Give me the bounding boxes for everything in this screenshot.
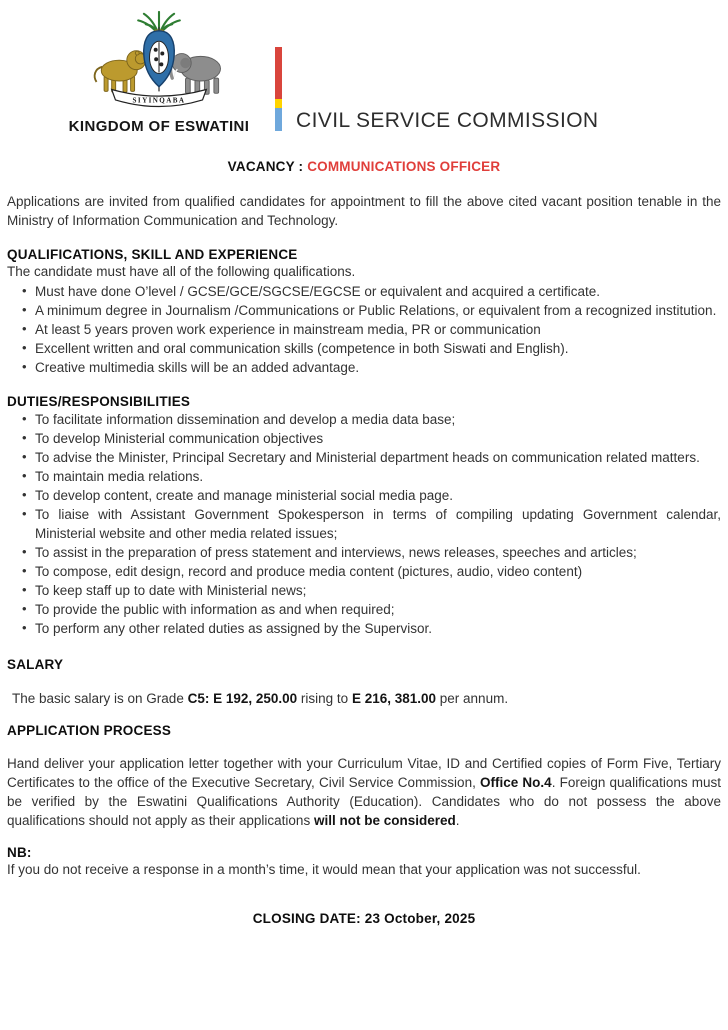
list-item: • At least 5 years proven work experience in mainstream media, PR or communication [35,320,721,339]
salary-heading: SALARY [7,657,64,672]
qualifications-list [7,282,721,377]
shield-icon [144,31,175,87]
list-item: • To keep staff up to date with Ministerial news; [35,581,721,600]
list-item: • To liaise with Assistant Government Spokesperson in terms of compiling updating Government calendar, Ministerial website and other media related issues; [35,505,721,543]
list-item: • To develop Ministerial communication objectives [35,429,721,448]
application-text: . Foreign qualifications must be verified by the Eswatini Qualifications Authority (Education). Candidates who do not possess the above qualifications should not apply as their applications [7,775,722,828]
list-item: • To maintain media relations. [35,467,721,486]
salary-text: per annum. [436,691,509,706]
application-heading: APPLICATION PROCESS [7,723,172,738]
vacancy-position: COMMUNICATIONS OFFICER [307,159,501,174]
list-item: • To perform any other related duties as assigned by the Supervisor. [35,619,721,638]
vacancy-label: VACANCY : [227,159,304,174]
lion-icon [95,51,146,93]
salary-line [7,689,721,708]
vacancy-title [7,159,721,174]
qualifications-subheading: The candidate must have all of the following qualifications. [7,264,356,279]
salary-text: The basic salary is on Grade [12,691,188,706]
duties-heading: DUTIES/RESPONSIBILITIES [7,394,191,409]
list-item: • A minimum degree in Journalism /Communications or Public Relations, or equivalent from a recognized institution. [35,301,721,320]
office-number: Office No.4 [480,775,552,790]
list-item: • To facilitate information dissemination and develop a media data base; [35,410,721,429]
application-text: Hand deliver your application letter together with your Curriculum Vitae, ID and Certified copies of Form Five, Tertiary Certificates to the office of the Executive Secretary, Civil Service Commission, [7,756,721,790]
application-paragraph [7,754,721,830]
list-item: • To develop content, create and manage ministerial social media page. [35,486,721,505]
kingdom-brand [59,10,259,135]
flag-yellow-segment [275,99,282,108]
elephant-icon [171,54,221,95]
salary-max: E 216, 381.00 [351,691,437,706]
flag-bar [275,47,282,131]
list-item: • Must have done O’level / GCSE/GCE/SGCSE/EGCSE or equivalent and acquired a certificate. [35,282,721,301]
not-considered: will not be considered [313,813,456,828]
commission-name: CIVIL SERVICE COMMISSION [296,109,599,132]
flag-red-segment [275,47,282,99]
salary-text: rising to [297,691,352,706]
nb-heading: NB: [7,845,32,860]
org-name: KINGDOM OF ESWATINI [68,118,250,135]
list-item: • To provide the public with information as and when required; [35,600,721,619]
eswatini-coat-of-arms [83,10,235,116]
flag-blue-segment [275,108,282,131]
salary-grade: C5: E 192, 250.00 [187,691,298,706]
nb-text: If you do not receive a response in a month’s time, it would mean that your application was not successful. [7,862,641,877]
document-header [7,10,721,135]
emblem-motto: SIYINQABA [132,96,186,105]
closing-date: CLOSING DATE: 23 October, 2025 [252,911,476,926]
list-item: • To compose, edit design, record and produce media content (pictures, audio, video content) [35,562,721,581]
qualifications-heading: QUALIFICATIONS, SKILL AND EXPERIENCE [7,247,298,262]
intro-paragraph: Applications are invited from qualified candidates for appointment to fill the above cited vacant position tenable in the Ministry of Information Communication and Technology. [7,194,721,228]
list-item: • Creative multimedia skills will be an added advantage. [35,358,721,377]
list-item: • To advise the Minister, Principal Secretary and Ministerial department heads on communication related matters. [35,448,721,467]
application-text: . [455,813,460,828]
list-item: • Excellent written and oral communication skills (competence in both Siswati and English). [35,339,721,358]
duties-list [7,410,721,638]
list-item: • To assist in the preparation of press statement and interviews, news releases, speeches and articles; [35,543,721,562]
